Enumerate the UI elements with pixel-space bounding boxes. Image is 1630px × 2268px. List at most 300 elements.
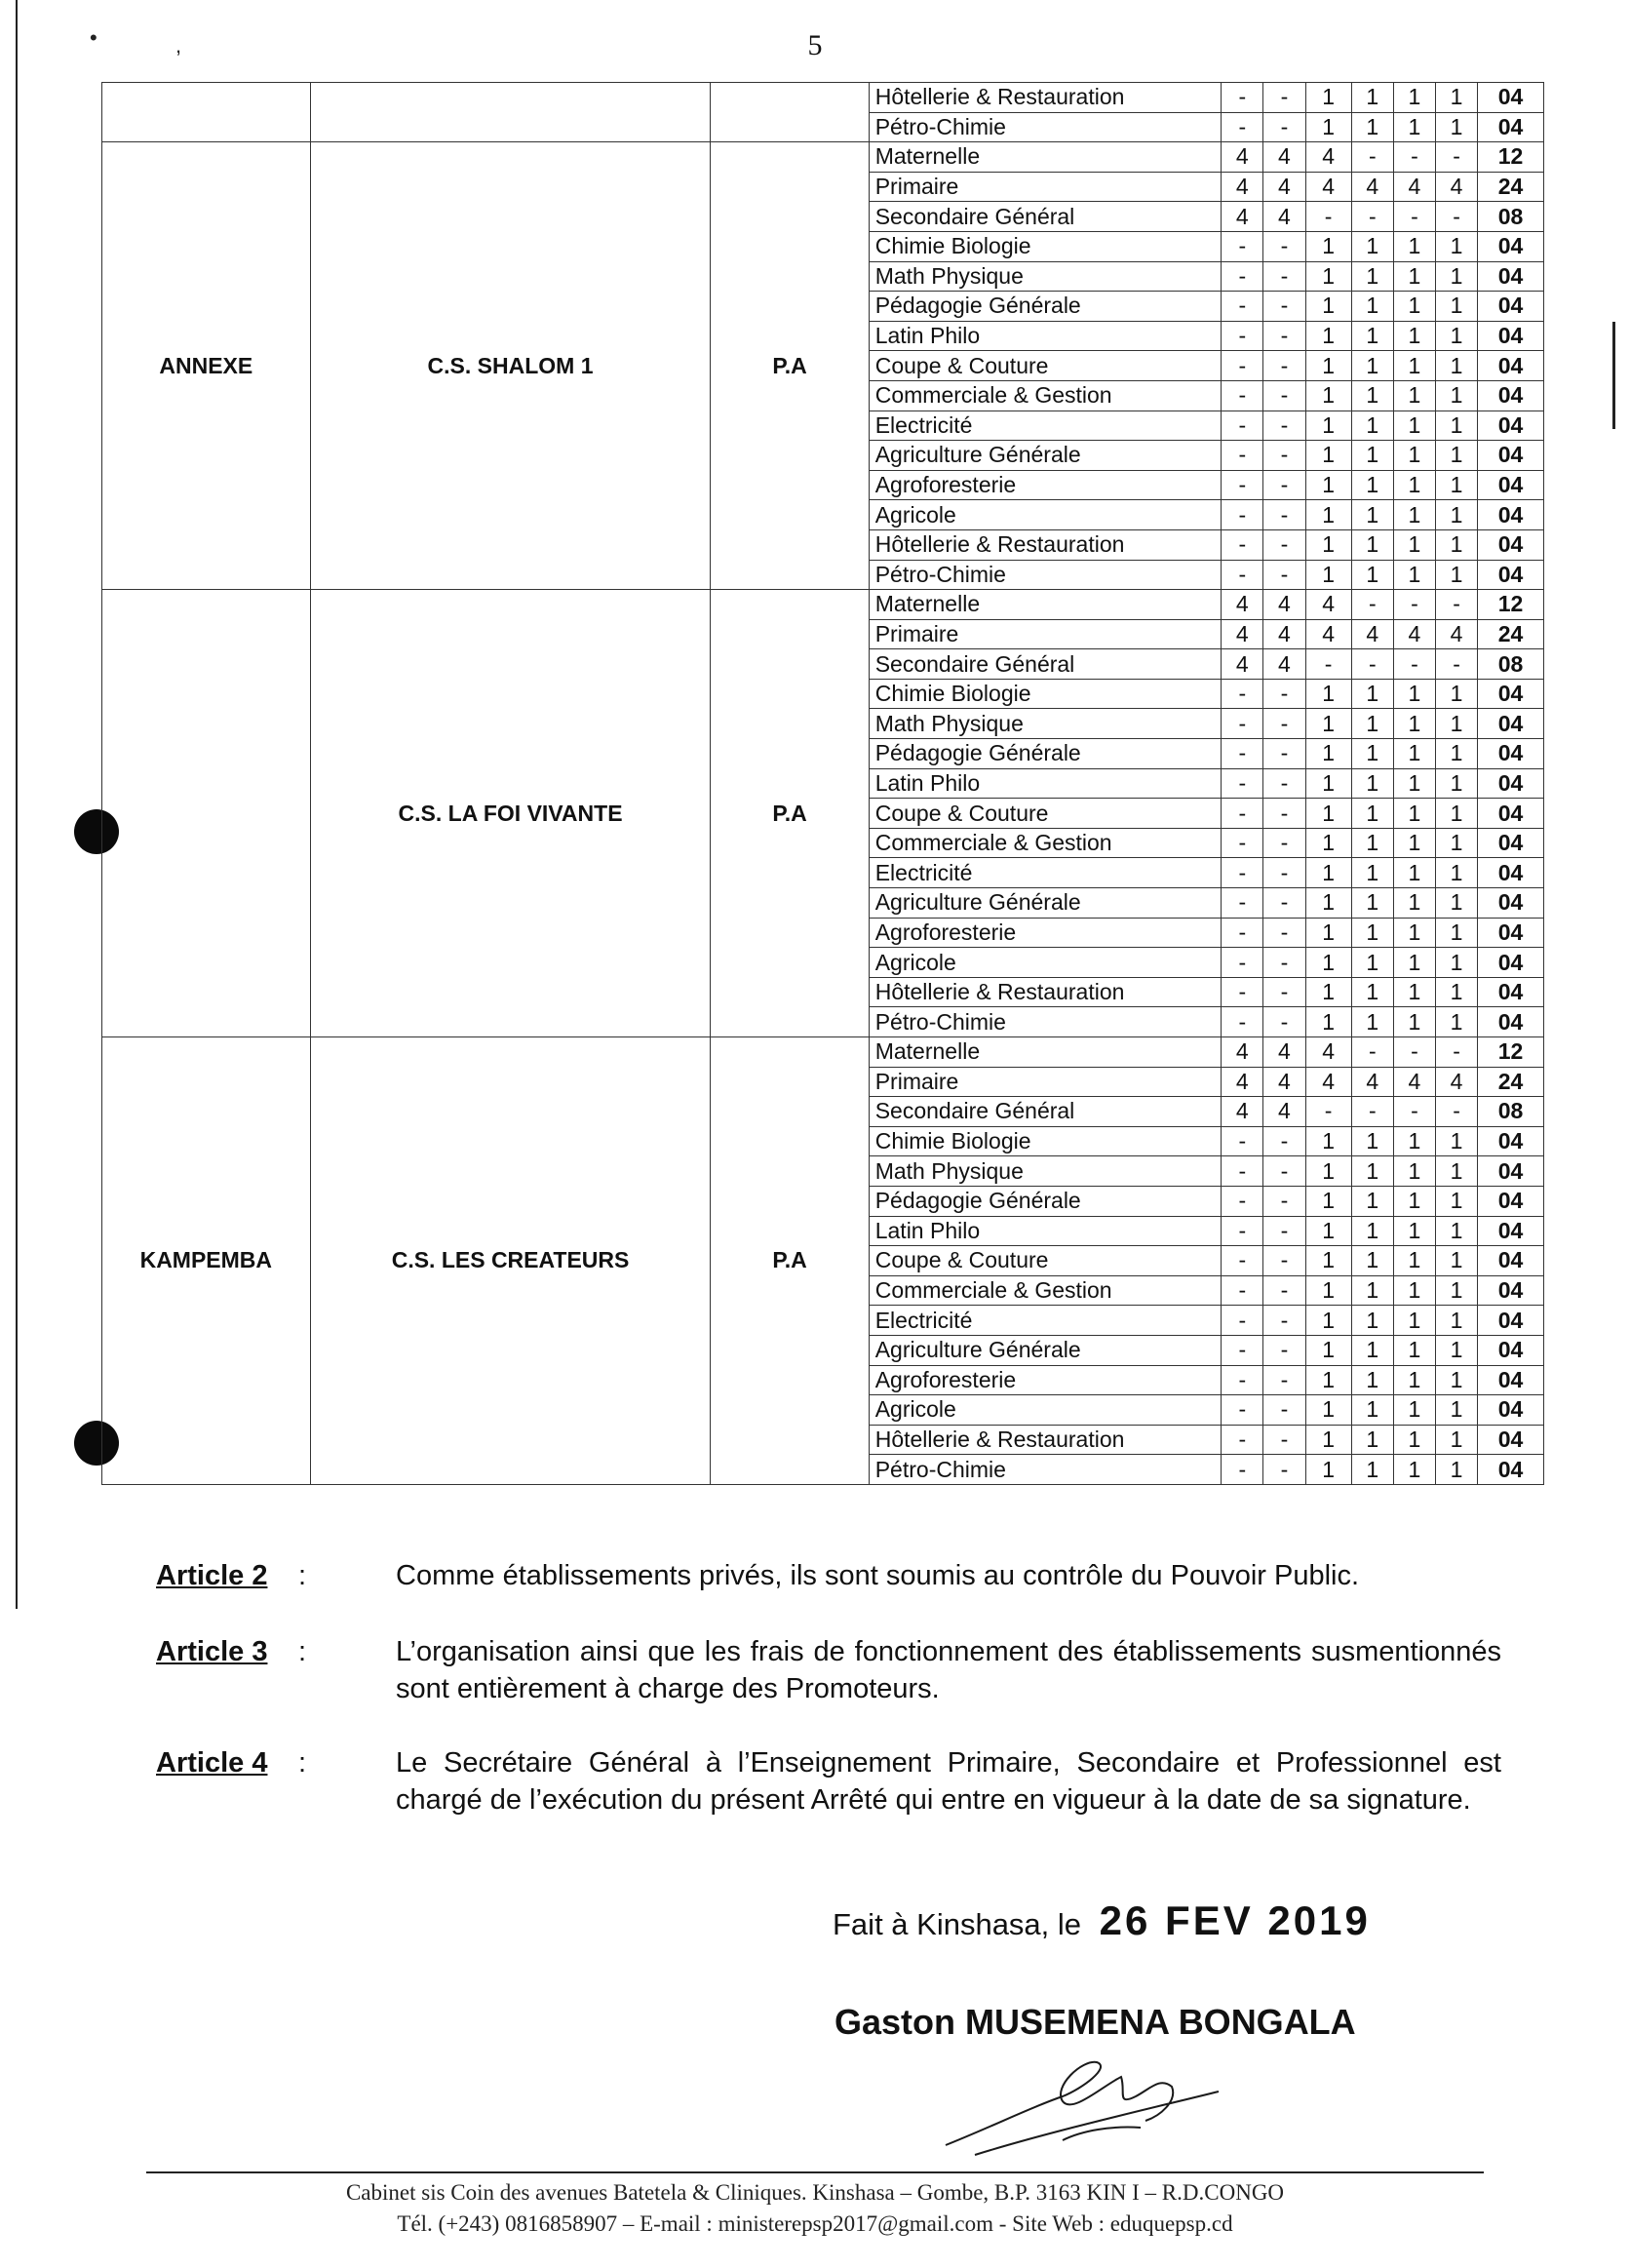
class-count-cell: 1	[1435, 500, 1477, 530]
class-count-cell: -	[1263, 1306, 1305, 1336]
total-cell: 04	[1478, 1306, 1544, 1336]
total-cell: 04	[1478, 1007, 1544, 1037]
article-colon: :	[298, 1560, 307, 1591]
class-count-cell: 1	[1393, 261, 1435, 292]
class-count-cell: 1	[1393, 709, 1435, 739]
class-count-cell: 1	[1351, 739, 1393, 769]
class-count-cell: 1	[1351, 1246, 1393, 1276]
class-count-cell: 1	[1435, 977, 1477, 1007]
class-count-cell: -	[1222, 948, 1263, 978]
class-count-cell: -	[1263, 529, 1305, 560]
class-count-cell: 4	[1263, 172, 1305, 202]
class-count-cell: -	[1222, 1365, 1263, 1395]
class-count-cell: -	[1222, 500, 1263, 530]
article-text: Le Secrétaire Général à l’Enseignement Primaire, Secondaire et Professionnel est chargé de l’exécution du présent Arrêté qui entre en vigueur à la date de sa signature.	[396, 1747, 1501, 1816]
class-count-cell: 1	[1393, 470, 1435, 500]
filiere-cell: Agricole	[869, 500, 1222, 530]
class-count-cell: 1	[1393, 1306, 1435, 1336]
class-count-cell: 1	[1305, 739, 1351, 769]
class-count-cell: -	[1263, 799, 1305, 829]
total-cell: 04	[1478, 918, 1544, 948]
filiere-cell: Coupe & Couture	[869, 351, 1222, 381]
units-table	[101, 82, 1544, 1485]
class-count-cell: -	[1393, 590, 1435, 620]
class-count-cell: 1	[1435, 799, 1477, 829]
total-cell: 08	[1478, 649, 1544, 680]
class-count-cell: -	[1222, 1186, 1263, 1216]
total-cell: 12	[1478, 142, 1544, 173]
class-count-cell: -	[1222, 1156, 1263, 1187]
group-cell: KAMPEMBA	[102, 1037, 311, 1485]
group-cell: ANNEXE	[102, 142, 311, 590]
filiere-cell: Pétro-Chimie	[869, 112, 1222, 142]
class-count-cell: 1	[1305, 858, 1351, 888]
class-count-cell: 1	[1305, 709, 1351, 739]
filiere-cell: Commerciale & Gestion	[869, 1275, 1222, 1306]
class-count-cell: -	[1263, 1186, 1305, 1216]
class-count-cell: 1	[1305, 261, 1351, 292]
class-count-cell: -	[1263, 441, 1305, 471]
filiere-cell: Electricité	[869, 411, 1222, 441]
page-number: 5	[807, 29, 823, 61]
class-count-cell: 4	[1435, 1067, 1477, 1097]
total-cell: 04	[1478, 709, 1544, 739]
class-count-cell: 1	[1351, 83, 1393, 113]
class-count-cell: 1	[1305, 888, 1351, 919]
class-count-cell: 1	[1351, 918, 1393, 948]
filiere-cell: Hôtellerie & Restauration	[869, 529, 1222, 560]
class-count-cell: 1	[1351, 380, 1393, 411]
class-count-cell: 4	[1222, 202, 1263, 232]
class-count-cell: 1	[1393, 828, 1435, 858]
filiere-cell: Pédagogie Générale	[869, 1186, 1222, 1216]
filiere-cell: Math Physique	[869, 261, 1222, 292]
class-count-cell: 1	[1435, 828, 1477, 858]
class-count-cell: 1	[1351, 768, 1393, 799]
class-count-cell: 1	[1435, 1126, 1477, 1156]
class-count-cell: 1	[1393, 321, 1435, 351]
class-count-cell: 1	[1351, 679, 1393, 709]
class-count-cell: 1	[1393, 1007, 1435, 1037]
total-cell: 04	[1478, 560, 1544, 590]
class-count-cell: 1	[1351, 948, 1393, 978]
class-count-cell: 4	[1222, 1037, 1263, 1068]
filiere-cell: Chimie Biologie	[869, 231, 1222, 261]
class-count-cell: 1	[1305, 83, 1351, 113]
class-count-cell: 1	[1435, 739, 1477, 769]
class-count-cell: 1	[1305, 441, 1351, 471]
class-count-cell: -	[1305, 1097, 1351, 1127]
class-count-cell: 1	[1351, 1425, 1393, 1455]
class-count-cell: 1	[1393, 858, 1435, 888]
class-count-cell: 4	[1263, 649, 1305, 680]
total-cell: 04	[1478, 441, 1544, 471]
filiere-cell: Maternelle	[869, 590, 1222, 620]
total-cell: 12	[1478, 590, 1544, 620]
article-colon: :	[298, 1747, 307, 1779]
filiere-cell: Pédagogie Générale	[869, 739, 1222, 769]
class-count-cell: 4	[1351, 619, 1393, 649]
class-count-cell: 1	[1393, 1335, 1435, 1365]
filiere-cell: Agriculture Générale	[869, 888, 1222, 919]
class-count-cell: 1	[1435, 112, 1477, 142]
filiere-cell: Math Physique	[869, 1156, 1222, 1187]
units-table-body	[102, 83, 1544, 1485]
article-colon: :	[298, 1636, 307, 1667]
filiere-cell: Primaire	[869, 1067, 1222, 1097]
class-count-cell: -	[1222, 1126, 1263, 1156]
total-cell: 08	[1478, 202, 1544, 232]
total-cell: 24	[1478, 1067, 1544, 1097]
class-count-cell: 1	[1393, 1455, 1435, 1485]
total-cell: 04	[1478, 261, 1544, 292]
filiere-cell: Agriculture Générale	[869, 441, 1222, 471]
class-count-cell: 1	[1305, 1425, 1351, 1455]
class-count-cell: 1	[1305, 1306, 1351, 1336]
class-count-cell: -	[1222, 231, 1263, 261]
class-count-cell: 1	[1351, 529, 1393, 560]
scan-speck: ,	[175, 33, 182, 58]
class-count-cell: -	[1222, 83, 1263, 113]
class-count-cell: 1	[1393, 948, 1435, 978]
class-count-cell: -	[1263, 321, 1305, 351]
class-count-cell: -	[1222, 529, 1263, 560]
class-count-cell: -	[1222, 351, 1263, 381]
article-4	[156, 1744, 1501, 1818]
class-count-cell: 1	[1305, 529, 1351, 560]
class-count-cell: 1	[1351, 828, 1393, 858]
total-cell: 04	[1478, 739, 1544, 769]
class-count-cell: -	[1222, 112, 1263, 142]
handwritten-signature	[916, 2048, 1267, 2165]
total-cell: 04	[1478, 1275, 1544, 1306]
class-count-cell: 1	[1393, 351, 1435, 381]
filiere-cell: Agroforesterie	[869, 470, 1222, 500]
class-count-cell: 1	[1435, 679, 1477, 709]
class-count-cell: -	[1222, 828, 1263, 858]
class-count-cell: 1	[1393, 739, 1435, 769]
class-count-cell: 1	[1393, 1395, 1435, 1426]
article-2	[156, 1557, 1501, 1594]
filiere-cell: Agroforesterie	[869, 1365, 1222, 1395]
class-count-cell: -	[1222, 1306, 1263, 1336]
class-count-cell: -	[1263, 1246, 1305, 1276]
class-count-cell: 1	[1351, 351, 1393, 381]
filiere-cell: Chimie Biologie	[869, 1126, 1222, 1156]
date-stamp: 26 FEV 2019	[1099, 1897, 1371, 1943]
class-count-cell: -	[1222, 768, 1263, 799]
class-count-cell: 1	[1351, 1126, 1393, 1156]
class-count-cell: 4	[1263, 1037, 1305, 1068]
class-count-cell: 1	[1393, 1246, 1435, 1276]
class-count-cell: -	[1263, 679, 1305, 709]
class-count-cell: -	[1222, 560, 1263, 590]
class-count-cell: -	[1222, 1455, 1263, 1485]
class-count-cell: 1	[1305, 1455, 1351, 1485]
class-count-cell: -	[1222, 977, 1263, 1007]
class-count-cell: 1	[1305, 292, 1351, 322]
class-count-cell: 1	[1305, 231, 1351, 261]
class-count-cell: 1	[1351, 500, 1393, 530]
class-count-cell: -	[1222, 709, 1263, 739]
class-count-cell: -	[1263, 1156, 1305, 1187]
class-count-cell: 1	[1393, 112, 1435, 142]
total-cell: 04	[1478, 888, 1544, 919]
class-count-cell: 1	[1351, 1395, 1393, 1426]
class-count-cell: -	[1222, 1275, 1263, 1306]
total-cell: 04	[1478, 83, 1544, 113]
class-count-cell: 1	[1435, 1216, 1477, 1246]
class-count-cell: -	[1351, 142, 1393, 173]
filiere-cell: Secondaire Général	[869, 202, 1222, 232]
total-cell: 04	[1478, 1335, 1544, 1365]
class-count-cell: 1	[1435, 1335, 1477, 1365]
class-count-cell: 1	[1351, 858, 1393, 888]
class-count-cell: 1	[1305, 321, 1351, 351]
total-cell: 04	[1478, 768, 1544, 799]
class-count-cell: 1	[1351, 231, 1393, 261]
class-count-cell: 1	[1393, 1126, 1435, 1156]
article-text: L’organisation ainsi que les frais de fonctionnement des établissements susmentionnés sont entièrement à charge des Promoteurs.	[396, 1636, 1501, 1704]
table-row	[102, 1037, 1544, 1068]
class-count-cell: 4	[1263, 202, 1305, 232]
class-count-cell: 1	[1393, 888, 1435, 919]
class-count-cell: -	[1435, 1037, 1477, 1068]
filiere-cell: Secondaire Général	[869, 649, 1222, 680]
class-count-cell: 1	[1305, 560, 1351, 590]
class-count-cell: 4	[1305, 172, 1351, 202]
total-cell: 04	[1478, 977, 1544, 1007]
class-count-cell: 4	[1263, 1097, 1305, 1127]
total-cell: 24	[1478, 619, 1544, 649]
total-cell: 04	[1478, 679, 1544, 709]
class-count-cell: 1	[1351, 292, 1393, 322]
class-count-cell: -	[1351, 590, 1393, 620]
class-count-cell: -	[1435, 1097, 1477, 1127]
class-count-cell: -	[1263, 888, 1305, 919]
class-count-cell: 1	[1305, 1246, 1351, 1276]
class-count-cell: -	[1222, 292, 1263, 322]
class-count-cell: 1	[1435, 948, 1477, 978]
class-count-cell: -	[1222, 1007, 1263, 1037]
class-count-cell: 1	[1393, 768, 1435, 799]
class-count-cell: 4	[1263, 142, 1305, 173]
class-count-cell: -	[1305, 649, 1351, 680]
filiere-cell: Commerciale & Gestion	[869, 380, 1222, 411]
footer-rule	[146, 2171, 1484, 2173]
class-count-cell: 1	[1435, 261, 1477, 292]
class-count-cell: 1	[1393, 411, 1435, 441]
class-count-cell: 1	[1435, 231, 1477, 261]
class-count-cell: 1	[1435, 380, 1477, 411]
class-count-cell: 4	[1305, 619, 1351, 649]
class-count-cell: 1	[1351, 1306, 1393, 1336]
class-count-cell: -	[1263, 1216, 1305, 1246]
class-count-cell: 1	[1351, 321, 1393, 351]
class-count-cell: 1	[1351, 1156, 1393, 1187]
total-cell: 04	[1478, 292, 1544, 322]
status-cell: P.A	[711, 142, 869, 590]
class-count-cell: 1	[1305, 1186, 1351, 1216]
class-count-cell: 4	[1351, 172, 1393, 202]
class-count-cell: -	[1263, 977, 1305, 1007]
class-count-cell: 1	[1305, 470, 1351, 500]
class-count-cell: 1	[1435, 351, 1477, 381]
class-count-cell: 1	[1351, 470, 1393, 500]
total-cell: 12	[1478, 1037, 1544, 1068]
class-count-cell: -	[1222, 411, 1263, 441]
filiere-cell: Primaire	[869, 619, 1222, 649]
class-count-cell: 1	[1351, 441, 1393, 471]
class-count-cell: 1	[1305, 1275, 1351, 1306]
table-row	[102, 590, 1544, 620]
class-count-cell: 1	[1305, 1216, 1351, 1246]
class-count-cell: -	[1263, 739, 1305, 769]
filiere-cell: Pédagogie Générale	[869, 292, 1222, 322]
class-count-cell: 1	[1393, 977, 1435, 1007]
class-count-cell: 1	[1435, 83, 1477, 113]
class-count-cell: -	[1263, 1275, 1305, 1306]
class-count-cell: -	[1263, 560, 1305, 590]
filiere-cell: Hôtellerie & Restauration	[869, 977, 1222, 1007]
filiere-cell: Electricité	[869, 858, 1222, 888]
class-count-cell: -	[1263, 858, 1305, 888]
article-label: Article 2	[156, 1560, 268, 1591]
class-count-cell: 1	[1435, 1246, 1477, 1276]
group-cell	[102, 83, 311, 142]
class-count-cell: -	[1263, 709, 1305, 739]
class-count-cell: -	[1435, 590, 1477, 620]
status-cell: P.A	[711, 1037, 869, 1485]
class-count-cell: -	[1263, 1126, 1305, 1156]
class-count-cell: -	[1222, 441, 1263, 471]
filiere-cell: Electricité	[869, 1306, 1222, 1336]
class-count-cell: 1	[1305, 1156, 1351, 1187]
total-cell: 04	[1478, 411, 1544, 441]
class-count-cell: 1	[1351, 560, 1393, 590]
class-count-cell: 1	[1435, 441, 1477, 471]
class-count-cell: -	[1222, 380, 1263, 411]
filiere-cell: Primaire	[869, 172, 1222, 202]
class-count-cell: -	[1263, 1455, 1305, 1485]
article-text: Comme établissements privés, ils sont soumis au contrôle du Pouvoir Public.	[396, 1560, 1360, 1591]
class-count-cell: 4	[1393, 1067, 1435, 1097]
class-count-cell: 1	[1435, 1007, 1477, 1037]
filiere-cell: Latin Philo	[869, 321, 1222, 351]
scan-speck: •	[90, 25, 97, 50]
class-count-cell: 4	[1222, 1097, 1263, 1127]
total-cell: 04	[1478, 231, 1544, 261]
filiere-cell: Latin Philo	[869, 768, 1222, 799]
class-count-cell: 1	[1305, 1335, 1351, 1365]
class-count-cell: 4	[1222, 142, 1263, 173]
total-cell: 04	[1478, 112, 1544, 142]
class-count-cell: 1	[1351, 1007, 1393, 1037]
class-count-cell: -	[1222, 1425, 1263, 1455]
class-count-cell: 1	[1393, 1186, 1435, 1216]
class-count-cell: -	[1263, 1425, 1305, 1455]
class-count-cell: -	[1263, 231, 1305, 261]
class-count-cell: -	[1393, 649, 1435, 680]
class-count-cell: -	[1393, 142, 1435, 173]
class-count-cell: 1	[1393, 500, 1435, 530]
class-count-cell: 1	[1305, 918, 1351, 948]
class-count-cell: 1	[1393, 380, 1435, 411]
filiere-cell: Latin Philo	[869, 1216, 1222, 1246]
filiere-cell: Secondaire Général	[869, 1097, 1222, 1127]
filiere-cell: Agricole	[869, 948, 1222, 978]
class-count-cell: -	[1263, 380, 1305, 411]
total-cell: 04	[1478, 351, 1544, 381]
group-cell	[102, 590, 311, 1037]
class-count-cell: -	[1263, 1365, 1305, 1395]
total-cell: 04	[1478, 1395, 1544, 1426]
total-cell: 04	[1478, 470, 1544, 500]
status-cell	[711, 83, 869, 142]
class-count-cell: 1	[1305, 112, 1351, 142]
school-cell: C.S. LA FOI VIVANTE	[310, 590, 711, 1037]
table-row	[102, 142, 1544, 173]
class-count-cell: 1	[1305, 380, 1351, 411]
article-label: Article 4	[156, 1747, 268, 1779]
filiere-cell: Pétro-Chimie	[869, 1455, 1222, 1485]
class-count-cell: 1	[1393, 1216, 1435, 1246]
class-count-cell: -	[1222, 918, 1263, 948]
total-cell: 04	[1478, 500, 1544, 530]
class-count-cell: -	[1305, 202, 1351, 232]
class-count-cell: -	[1263, 1007, 1305, 1037]
total-cell: 08	[1478, 1097, 1544, 1127]
total-cell: 04	[1478, 380, 1544, 411]
class-count-cell: 1	[1435, 411, 1477, 441]
class-count-cell: 4	[1305, 142, 1351, 173]
filiere-cell: Commerciale & Gestion	[869, 828, 1222, 858]
class-count-cell: -	[1263, 828, 1305, 858]
class-count-cell: 1	[1351, 1365, 1393, 1395]
class-count-cell: 1	[1393, 1365, 1435, 1395]
filiere-cell: Hôtellerie & Restauration	[869, 83, 1222, 113]
total-cell: 04	[1478, 1186, 1544, 1216]
total-cell: 04	[1478, 1455, 1544, 1485]
class-count-cell: 1	[1393, 560, 1435, 590]
class-count-cell: 1	[1351, 112, 1393, 142]
class-count-cell: -	[1351, 1037, 1393, 1068]
class-count-cell: -	[1393, 1037, 1435, 1068]
class-count-cell: 1	[1435, 321, 1477, 351]
class-count-cell: -	[1351, 649, 1393, 680]
class-count-cell: 4	[1435, 172, 1477, 202]
class-count-cell: 1	[1305, 1365, 1351, 1395]
class-count-cell: 1	[1435, 1365, 1477, 1395]
class-count-cell: 4	[1305, 1037, 1351, 1068]
class-count-cell: 1	[1305, 977, 1351, 1007]
class-count-cell: 1	[1351, 1455, 1393, 1485]
class-count-cell: 4	[1263, 619, 1305, 649]
page-edge-right	[1612, 322, 1615, 429]
class-count-cell: 1	[1435, 292, 1477, 322]
class-count-cell: -	[1222, 1395, 1263, 1426]
class-count-cell: 1	[1393, 799, 1435, 829]
class-count-cell: 1	[1393, 1156, 1435, 1187]
class-count-cell: -	[1351, 1097, 1393, 1127]
class-count-cell: 1	[1435, 1455, 1477, 1485]
class-count-cell: 4	[1393, 619, 1435, 649]
footer-contact: Tél. (+243) 0816858907 – E-mail : ministerepsp2017@gmail.com - Site Web : eduquepsp.cd	[397, 2211, 1233, 2236]
class-count-cell: 4	[1305, 1067, 1351, 1097]
class-count-cell: 1	[1435, 529, 1477, 560]
class-count-cell: 1	[1351, 1275, 1393, 1306]
class-count-cell: 1	[1435, 1275, 1477, 1306]
